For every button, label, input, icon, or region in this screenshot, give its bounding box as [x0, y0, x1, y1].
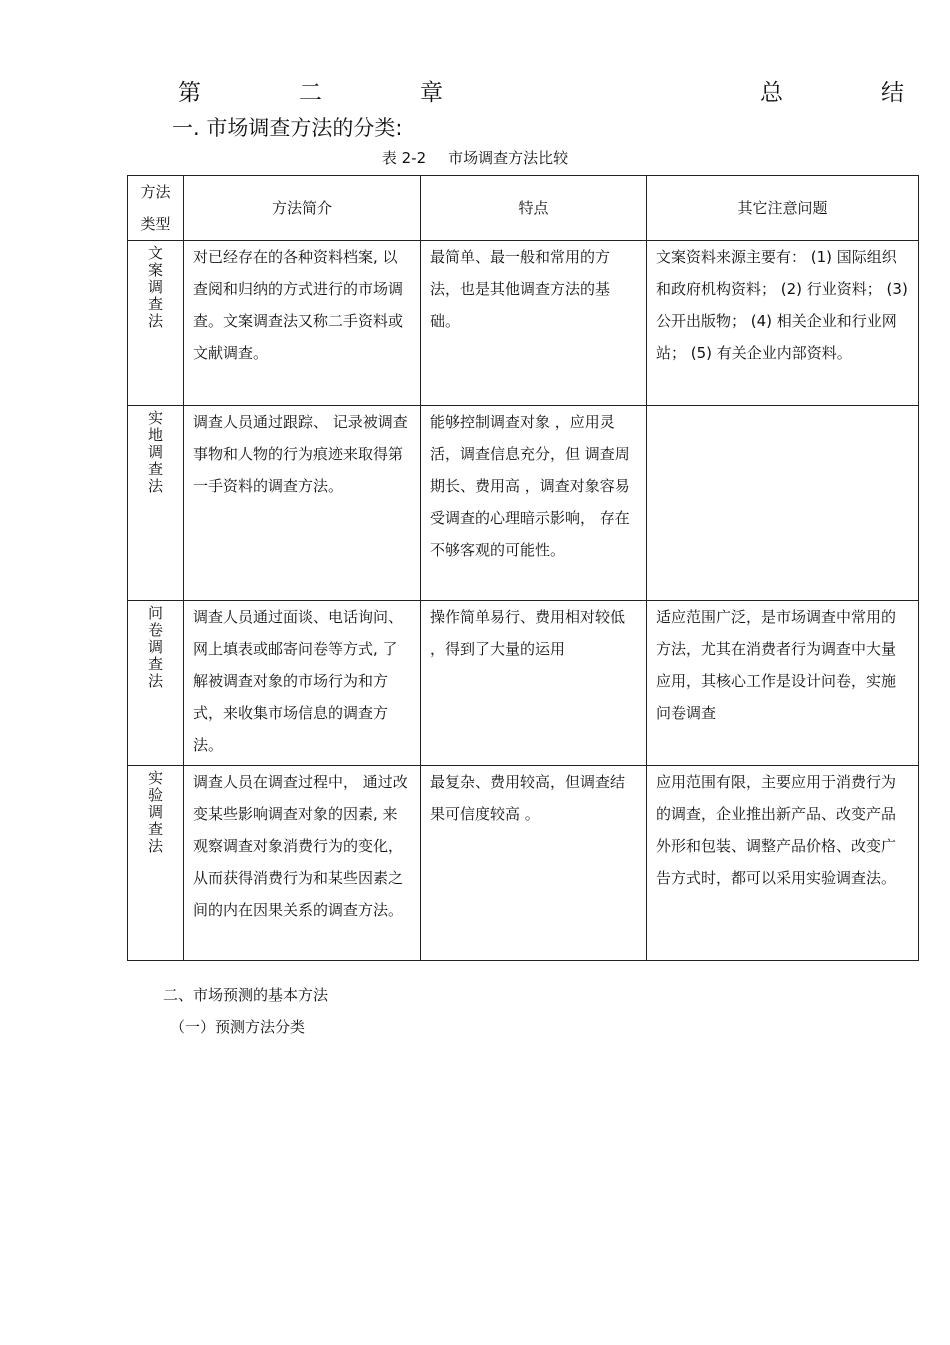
table-caption-number: 表 2-2 [381, 149, 427, 167]
features-cell: 最简单、最一般和常用的方法，也是其他调查方法的基础。 [421, 241, 647, 406]
chapter-title-char: 第 [178, 80, 201, 106]
table-row [128, 601, 919, 766]
features-cell: 能够控制调查对象 ，应用灵活，调查信息充分，但 调查周期长、费用高 ，调查对象容易受调查的心理暗示影响， 存在不够客观的可能性。 [421, 406, 647, 601]
method-type-cell [128, 406, 184, 601]
method-intro-cell: 调查人员在调查过程中， 通过改变某些影响调查对象的因素, 来观察调查对象消费行为的变化，从而获得消费行为和某些因素之间的内在因果关系的调查方法。 [184, 766, 421, 961]
notes-cell [647, 406, 919, 601]
header-method-type: 方法类型 [128, 176, 184, 241]
method-intro-cell: 调查人员通过跟踪、 记录被调查事物和人物的行为痕迹来取得第一手资料的调查方法。 [184, 406, 421, 601]
header-features: 特点 [421, 176, 647, 241]
sub-heading: 二、市场预测的基本方法 [163, 986, 329, 1004]
notes-cell: 适应范围广泛，是市场调查中常用的方法，尤其在消费者行为调查中大量应用，其核心工作是设计问卷，实施问卷调查 [647, 601, 919, 766]
header-method-intro: 方法简介 [184, 176, 421, 241]
table-row [128, 766, 919, 961]
chapter-title [178, 78, 906, 108]
notes-cell: 应用范围有限，主要应用于消费行为的调查，企业推出新产品、改变产品外形和包装、调整产品价格、改变广告方式时，都可以采用实验调查法。 [647, 766, 919, 961]
table-caption-title: 市场调查方法比较 [448, 149, 569, 167]
table-caption [0, 148, 950, 168]
method-intro-cell: 调查人员通过面谈、电话询问、网上填表或邮寄问卷等方式, 了解被调查对象的市场行为和方式，来收集市场信息的调查方法。 [184, 601, 421, 766]
methods-comparison-table [127, 175, 919, 961]
method-type-label: 文案调查法 [147, 244, 163, 330]
features-cell: 最复杂、费用较高，但调查结果可信度较高 。 [421, 766, 647, 961]
chapter-title-char: 总 [760, 80, 783, 106]
method-type-cell [128, 601, 184, 766]
features-cell: 操作简单易行、费用相对较低 ，得到了大量的运用 [421, 601, 647, 766]
table-row [128, 241, 919, 406]
method-type-cell [128, 766, 184, 961]
notes-cell: 文案资料来源主要有： (1) 国际组织和政府机构资料； (2) 行业资料； (3) 公开出版物； (4) 相关企业和行业网站； (5) 有关企业内部资料。 [647, 241, 919, 406]
header-other-notes: 其它注意问题 [647, 176, 919, 241]
section-heading: 一. 市场调查方法的分类: [172, 116, 403, 140]
method-type-label: 实地调查法 [147, 409, 163, 495]
chapter-title-char: 结 [881, 80, 904, 106]
chapter-title-char: 章 [420, 80, 443, 106]
chapter-title-char: 二 [299, 80, 322, 106]
sub-sub-heading: （一）预测方法分类 [170, 1018, 306, 1036]
table-row [128, 406, 919, 601]
method-intro-cell: 对已经存在的各种资料档案, 以查阅和归纳的方式进行的市场调查。文案调查法又称二手资料或文献调查。 [184, 241, 421, 406]
method-type-cell [128, 241, 184, 406]
method-type-label: 问卷调查法 [147, 604, 163, 690]
method-type-label: 实验调查法 [147, 769, 163, 855]
table-header-row [128, 176, 919, 241]
